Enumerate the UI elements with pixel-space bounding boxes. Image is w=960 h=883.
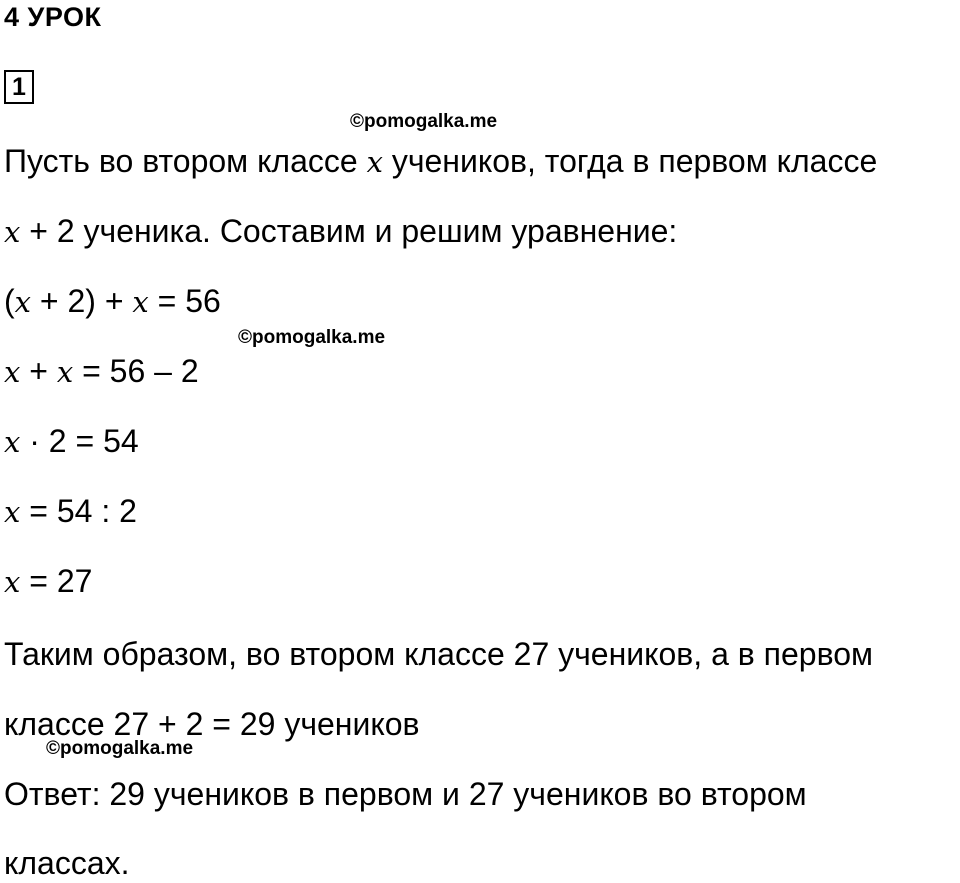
variable-x: x [4, 425, 21, 459]
variable-x: x [132, 285, 149, 319]
equation-line-4 [4, 491, 137, 532]
lesson-title: 4 УРОК [4, 2, 102, 32]
task-number-box [4, 70, 34, 104]
text-segment: = 54 : 2 [20, 493, 137, 529]
equation-line-1 [4, 281, 221, 322]
solution-line-1 [4, 141, 877, 182]
watermark-middle: ©pomogalka.me [238, 327, 386, 348]
answer-line-2: классах. [4, 845, 130, 881]
text-segment: = 56 – 2 [73, 353, 199, 389]
variable-x: x [56, 355, 74, 389]
equation-line-2 [4, 351, 199, 392]
text-segment: · 2 = 54 [20, 423, 139, 459]
text-segment: = 27 [20, 563, 93, 599]
conclusion-line-2: классе 27 + 2 = 29 учеников [4, 706, 420, 742]
text-segment: + 2) + [31, 283, 133, 319]
variable-x: x [4, 215, 21, 249]
watermark-bottom: ©pomogalka.me [46, 738, 194, 759]
variable-x: x [14, 285, 32, 319]
variable-x: x [4, 565, 21, 599]
answer-line-1: Ответ: 29 учеников в первом и 27 учеников во втором [4, 776, 807, 812]
variable-x: x [4, 355, 21, 389]
text-segment: ( [4, 283, 15, 319]
text-segment: + 2 ученика. Составим и решим уравнение: [20, 213, 678, 249]
equation-line-3 [4, 421, 139, 462]
variable-x: x [366, 145, 383, 179]
conclusion-line-1: Таким образом, во втором классе 27 учеников, а в первом [4, 636, 874, 672]
variable-x: x [4, 495, 21, 529]
text-segment: учеников, тогда в первом классе [382, 143, 878, 179]
text-segment: + [20, 353, 57, 389]
solution-line-2 [4, 211, 677, 252]
task-number: 1 [12, 73, 26, 101]
equation-line-5 [4, 561, 92, 602]
text-segment: Пусть во втором классе [4, 143, 367, 179]
watermark-top: ©pomogalka.me [350, 111, 498, 132]
text-segment: = 56 [148, 283, 221, 319]
